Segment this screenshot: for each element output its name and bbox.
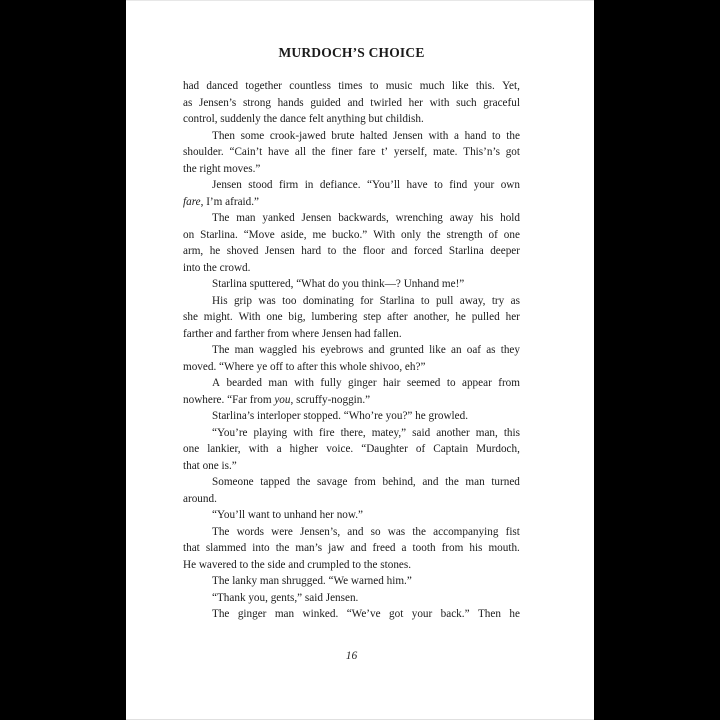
word: The: [212, 344, 230, 356]
word: lumbering: [311, 311, 358, 323]
word: and: [391, 245, 408, 257]
text-line: [183, 342, 520, 359]
word: slammed: [205, 542, 247, 554]
word: the: [275, 542, 290, 554]
word: Then: [212, 129, 235, 142]
word: A: [212, 377, 221, 389]
word: countless: [289, 80, 331, 92]
word: of: [488, 228, 498, 241]
word: and: [350, 542, 367, 554]
word: like: [429, 344, 446, 356]
word: was: [387, 525, 406, 538]
word: pull: [435, 294, 454, 307]
word: this: [503, 426, 520, 439]
text-line: [183, 375, 520, 392]
word: the: [342, 245, 357, 257]
word: with: [248, 443, 269, 455]
word: from: [498, 377, 520, 389]
word: a: [401, 542, 407, 554]
word: The: [212, 525, 230, 538]
text-line: Starlina sputtered, “What do you think—? Unhand me!”: [212, 278, 465, 290]
word: halted: [360, 129, 388, 142]
word: were: [271, 525, 293, 538]
word: into: [252, 542, 270, 554]
word: big,: [288, 311, 306, 323]
word: he: [455, 311, 466, 323]
word: brute: [331, 129, 355, 142]
word: Starlina: [448, 245, 484, 257]
word: mate.: [432, 146, 458, 158]
word: with: [293, 426, 314, 439]
word: danced: [206, 80, 239, 92]
word: own: [500, 179, 520, 191]
text-line: He wavered to the side and crumpled to the stones.: [183, 558, 412, 571]
word: arm,: [183, 245, 204, 257]
word: the: [296, 476, 311, 488]
word: away,: [459, 294, 486, 307]
word: try: [491, 294, 505, 307]
word: strong: [242, 96, 271, 109]
word: voice.: [326, 443, 354, 455]
word: yanked: [262, 212, 295, 224]
word: hold: [500, 212, 520, 224]
text-line: “Thank you, gents,” said Jensen.: [212, 591, 359, 604]
word: winked.: [302, 608, 339, 620]
word: The: [212, 212, 230, 224]
word: his: [302, 344, 316, 356]
word: man: [236, 212, 256, 224]
word: Then: [477, 608, 501, 620]
word: her: [505, 311, 520, 323]
word: such: [456, 96, 477, 109]
word: turned: [491, 476, 520, 488]
word: from: [441, 542, 464, 554]
word: have: [406, 179, 428, 191]
text-line: moved. “Where ye off to after this whole shivoo, eh?”: [183, 360, 426, 373]
word: grunted: [389, 344, 424, 356]
word: was: [258, 294, 276, 307]
word: eyebrows: [320, 344, 364, 356]
word: like: [451, 80, 469, 92]
word: Jensen’s,: [300, 525, 341, 538]
word: ginger: [347, 377, 377, 389]
word: “We’ve: [346, 608, 381, 620]
word: this.: [475, 80, 495, 92]
word: another,: [413, 311, 450, 323]
word: ginger: [237, 608, 267, 620]
word: as: [183, 96, 193, 109]
text-line: fare, I’m afraid.”: [183, 195, 259, 208]
word: jaw: [328, 542, 345, 554]
word: freed: [372, 542, 396, 554]
word: The: [212, 608, 230, 620]
word: shoulder.: [183, 146, 224, 158]
word: twirled: [370, 96, 402, 109]
word: mouth.: [488, 542, 520, 554]
word: crook-jawed: [269, 129, 326, 142]
word: t’: [381, 146, 389, 158]
word: step: [363, 311, 382, 323]
word: man: [268, 377, 288, 389]
word: one: [183, 443, 200, 455]
word: His: [212, 294, 228, 307]
word: his: [469, 542, 483, 554]
word: Starlina.: [200, 228, 238, 241]
word: find: [449, 179, 468, 191]
word: another: [436, 426, 470, 439]
word: of: [415, 443, 426, 455]
word: he: [509, 608, 520, 620]
word: your: [473, 179, 495, 191]
word: she: [183, 311, 198, 323]
word: matey,”: [371, 426, 407, 439]
word: savage: [317, 476, 348, 488]
text-line: [183, 78, 520, 95]
word: man: [274, 608, 295, 620]
word: shoved: [226, 245, 259, 257]
word: much: [419, 80, 445, 92]
word: the: [506, 129, 520, 142]
word: aside,: [280, 228, 307, 241]
word: and: [347, 96, 364, 109]
text-line: [183, 474, 520, 491]
page-number: 16: [345, 650, 358, 662]
word: tapped: [260, 476, 291, 488]
word: back.”: [440, 608, 470, 620]
word: after: [387, 311, 408, 323]
word: for: [360, 294, 374, 307]
text-line: [183, 177, 520, 194]
word: fist: [505, 525, 520, 538]
word: that: [183, 542, 200, 554]
word: her: [408, 96, 423, 109]
word: With: [373, 228, 396, 241]
word: finer: [331, 146, 353, 158]
word: he: [209, 245, 221, 257]
word: away: [449, 212, 474, 224]
word: tooth: [412, 542, 436, 554]
text-line: [183, 293, 520, 310]
word: to: [420, 294, 430, 307]
body-text: [183, 78, 520, 623]
word: all: [294, 146, 307, 158]
text-line: into the crowd.: [183, 261, 251, 274]
word: to: [369, 80, 379, 92]
text-line: [183, 441, 520, 458]
word: “Move: [243, 228, 275, 241]
word: deeper: [490, 245, 520, 257]
word: appear: [461, 377, 492, 389]
word: said: [412, 426, 431, 439]
word: backwards,: [338, 212, 389, 224]
word: words: [236, 525, 264, 538]
word: so: [370, 525, 381, 538]
word: with: [428, 129, 449, 142]
word: some: [240, 129, 265, 142]
word: guided: [310, 96, 341, 109]
text-line: Starlina’s interloper stopped. “Who’re you?” he growled.: [212, 410, 468, 422]
text-line: around.: [183, 492, 217, 505]
word: only: [401, 228, 421, 241]
word: Jensen: [212, 179, 242, 191]
word: “Cain’t: [229, 146, 263, 158]
word: hair: [383, 377, 401, 389]
word: “You’re: [212, 426, 248, 439]
text-line: [183, 540, 520, 557]
word: waggled: [259, 344, 297, 356]
word: Captain: [433, 443, 469, 455]
word: Jensen’s: [198, 96, 237, 109]
word: “You’ll: [367, 179, 401, 191]
word: times: [338, 80, 363, 92]
word: got: [389, 608, 404, 620]
word: Jensen: [393, 129, 423, 142]
word: “Daughter: [361, 443, 408, 455]
word: the: [311, 146, 326, 158]
word: too: [282, 294, 297, 307]
word: to: [446, 377, 456, 389]
word: the: [426, 228, 441, 241]
word: fire: [319, 426, 335, 439]
word: me: [312, 228, 327, 241]
text-line: [183, 128, 520, 145]
text-line: [183, 227, 520, 244]
word: his: [480, 212, 494, 224]
word: Jensen: [264, 245, 295, 257]
word: to: [327, 245, 337, 257]
word: seemed: [406, 377, 441, 389]
word: and: [368, 344, 385, 356]
word: and: [422, 476, 439, 488]
word: might.: [203, 311, 233, 323]
word: defiance.: [319, 179, 361, 191]
word: man,: [475, 426, 498, 439]
word: man’s: [295, 542, 323, 554]
text-line: “You’ll want to unhand her now.”: [212, 509, 364, 521]
word: with: [294, 377, 314, 389]
word: firm: [278, 179, 299, 191]
text-line: [183, 210, 520, 227]
word: pulled: [471, 311, 500, 323]
word: as: [510, 294, 520, 307]
word: your: [411, 608, 433, 620]
text-line: that one is.”: [183, 459, 237, 472]
word: Starlina: [379, 294, 415, 307]
word: had: [183, 80, 200, 92]
word: grip: [233, 294, 252, 307]
word: Murdoch,: [476, 443, 520, 455]
text-line: [183, 95, 520, 112]
word: lankier,: [207, 443, 241, 455]
word: got: [505, 146, 520, 158]
word: an: [451, 344, 462, 356]
word: floor: [362, 245, 385, 257]
running-head-title: MURDOCH’S CHOICE: [278, 45, 425, 60]
word: dominating: [302, 294, 354, 307]
text-line: nowhere. “Far from you, scruffy-noggin.”: [183, 393, 371, 406]
word: hard: [301, 245, 322, 257]
word: forced: [413, 245, 443, 257]
word: bucko.”: [332, 228, 368, 241]
word: accompanying: [433, 525, 499, 538]
word: bearded: [226, 377, 262, 389]
word: they: [500, 344, 520, 356]
word: a: [453, 129, 459, 142]
word: stood: [248, 179, 273, 191]
word: higher: [289, 443, 319, 455]
word: playing: [253, 426, 288, 439]
word: oaf: [466, 344, 482, 356]
text-line: control, suddenly the dance felt anything but childish.: [183, 113, 424, 125]
word: to: [491, 129, 501, 142]
word: have: [267, 146, 290, 158]
word: With: [238, 311, 261, 323]
word: in: [304, 179, 314, 191]
word: man: [465, 476, 485, 488]
text-line: the right moves.”: [183, 162, 261, 175]
word: and: [347, 525, 364, 538]
word: one: [503, 228, 520, 241]
book-page: [126, 0, 594, 720]
text-line: [183, 606, 520, 623]
word: hand: [464, 129, 487, 142]
text-line: [183, 524, 520, 541]
text-line: [183, 309, 520, 326]
word: Yet,: [502, 80, 520, 92]
text-line: [183, 425, 520, 442]
word: there,: [340, 426, 366, 439]
word: a: [276, 443, 282, 455]
text-line: [183, 144, 520, 161]
word: yerself,: [393, 146, 428, 158]
word: Jensen: [301, 212, 332, 224]
word: behind,: [382, 476, 416, 488]
word: This’n’s: [463, 146, 500, 158]
word: music: [385, 80, 413, 92]
word: Someone: [212, 476, 254, 488]
word: wrenching: [395, 212, 443, 224]
word: the: [445, 476, 459, 488]
word: graceful: [483, 96, 520, 109]
word: together: [245, 80, 283, 92]
word: hands: [277, 96, 304, 109]
word: one: [266, 311, 283, 323]
word: from: [354, 476, 376, 488]
word: strength: [446, 228, 483, 241]
word: fare: [358, 146, 376, 158]
text-line: The lanky man shrugged. “We warned him.”: [212, 575, 412, 587]
word: fully: [320, 377, 342, 389]
word: man: [234, 344, 254, 356]
text-line: farther and farther from where Jensen had fallen.: [183, 327, 402, 340]
text-line: [183, 243, 520, 260]
word: with: [429, 96, 450, 109]
word: the: [412, 525, 426, 538]
word: on: [183, 228, 195, 241]
word: to: [434, 179, 443, 191]
word: as: [486, 344, 496, 356]
